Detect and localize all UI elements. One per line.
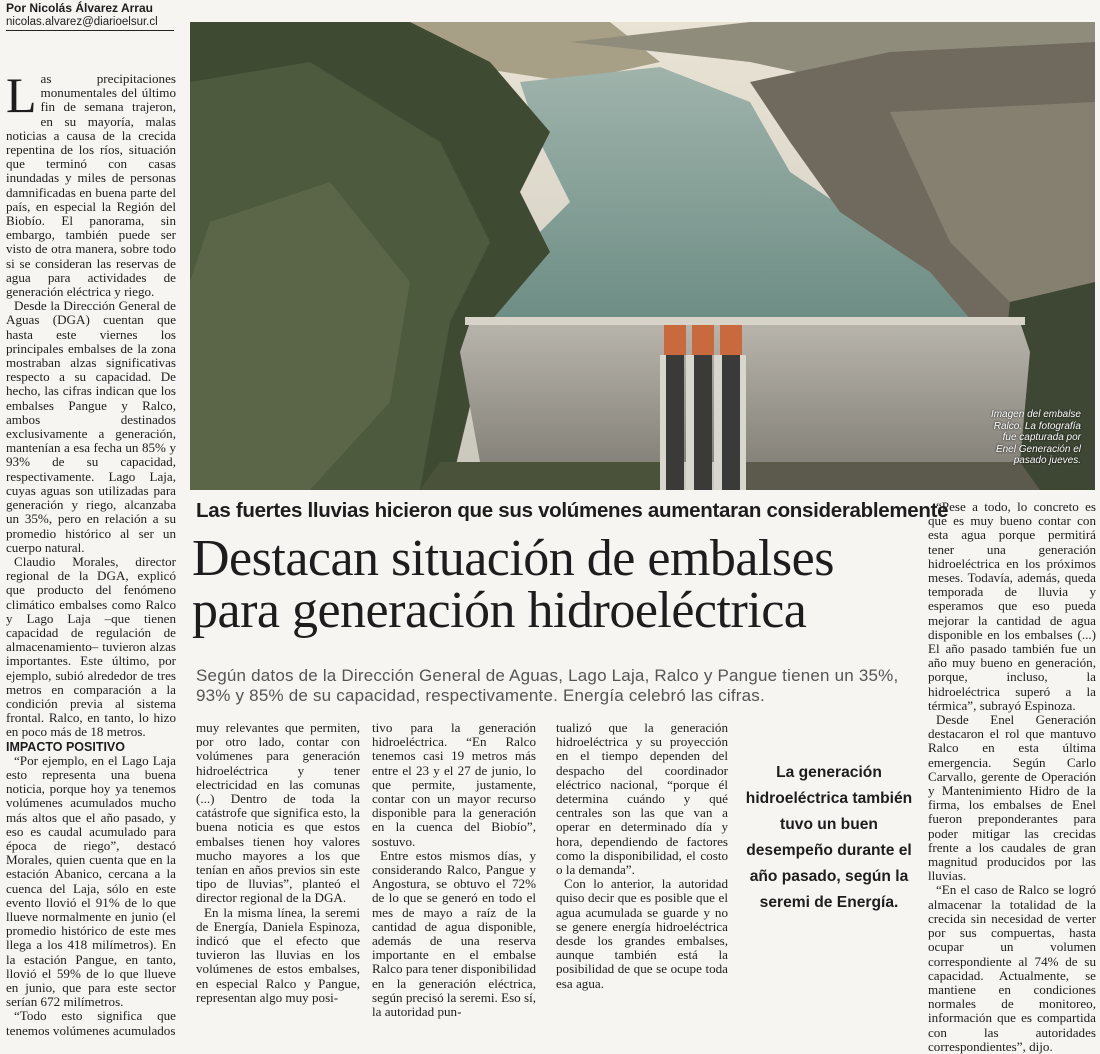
article-paragraph: Con lo anterior, la autoridad quiso decir que es posible que el agua acumulada se guarde y no se genere energía hidroeléctrica desde los grandes embalses, aunque también está la posibilidad de que se ocupe toda esa agua. (556, 876, 728, 991)
section-subhead: IMPACTO POSITIVO (6, 739, 125, 754)
article-lead-paragraph: Las precipitaciones monumentales del último fin de semana trajeron, en su mayoría, malas noticias a causa de la crecida repentina de los ríos, situación que terminó con casas inundadas y miles de personas damnificadas en buena parte del país, en especial la Región del Biobío. El panorama, sin embargo, también puede ser visto de otra manera, sobre todo si se consideran las reservas de agua para actividades de generación eléctrica y riego. (6, 67, 176, 300)
article-paragraph: Entre estos mismos días, y considerando Ralco, Pangue y Angostura, se obtuvo el 72% de lo que se generó en todo el mes de mayo a raíz de la cantidad de agua disponible, además de una reserva importante en el embalse Ralco para tener disponibilidad en la generación eléctrica, según precisó la seremi. Eso sí, la autoridad pun- (372, 847, 536, 1020)
author-email[interactable]: nicolas.alvarez@diarioelsur.cl (6, 15, 174, 31)
article-paragraph: Claudio Morales, director regional de la DGA, explicó que producto del fenómeno climático embalses como Ralco y Lago Laja –que tienen capacidad de regulación de almacenamiento– tuvieron alzas importantes. Este último, por ejemplo, subió alrededor de tres metros en comparación a la condición previa al sistema frontal. Ralco, en tanto, lo hizo en poco más de 18 metros. (6, 553, 176, 740)
article-paragraph: tivo para la generación hidroeléctrica. “En Ralco tenemos casi 19 metros más entre el 23 y el 27 de junio, lo que permite, justamente, contar con un mayor recurso disponible para la generación en la cuenca del Biobío”, sostuvo. (372, 720, 536, 849)
article-paragraph: tualizó que la generación hidroeléctrica y su proyección en el tiempo dependen del despacho del coordinador eléctrico nacional, “porque él determina cuándo y qué centrales son las que van a operar en determinado día y hora, dependiendo de factores como la disponibilidad, el costo o la demanda”. (556, 720, 728, 878)
headline: Destacan situación de embalses para generación hidroeléctrica (192, 530, 834, 639)
article-column-5 (928, 499, 1096, 1054)
article-paragraph: Desde Enel Generación destacaron el rol que mantuvo Ralco en esta última emergencia. Según Carlo Carvallo, gerente de Operación y Mantenimiento Hidro de la firma, los embalses de Enel fueron preponderantes para poder mitigar las crecidas frente a los caudales de gran magnitud producidos por las lluvias. (928, 712, 1096, 884)
kicker: Las fuertes lluvias hicieron que sus volúmenes aumentaran considerablemente (196, 499, 949, 522)
article-paragraph: Desde la Dirección General de Aguas (DGA) cuentan que hasta este viernes los principales embalses de la zona mostraban alzas significativas respecto a su capacidad. De hecho, las cifras indican que los embalses Pangue y Ralco, ambos destinados exclusivamente a generación, mantenían a esa fecha un 85% y 93% de su capacidad, respectivamente. Lago Laja, cuyas aguas son utilizadas para generación y riego, alcanzaba un 35%, pero en relación a su promedio histórico al ser un cuerpo natural. (6, 298, 176, 555)
article-paragraph: “Todo esto significa que tenemos volúmenes acumulados (6, 1008, 176, 1038)
article-paragraph: muy relevantes que permiten, por otro lado, contar con volúmenes para generación hidroeléctrica y tener electricidad en las comunas (...) Dentro de toda la catástrofe que significa esto, la buena noticia es que estos embalses tienen hoy valores mucho mayores a los que tenían en años previos sin este tipo de lluvias”, planteó el director regional de la DGA. (196, 720, 360, 906)
author-name: Por Nicolás Álvarez Arrau (6, 1, 153, 15)
pull-quote: La generación hidroeléctrica también tuvo un buen desempeño durante el año pasado, según la seremi de Energía. (745, 764, 913, 911)
article-paragraph: En la misma línea, la seremi de Energía, Daniela Espinoza, indicó que el efecto que tuvieron las lluvias en los volúmenes de estos embalses, en especial Ralco y Pangue, representan algo muy posi- (196, 904, 360, 1005)
article-paragraph: “En el caso de Ralco se logró almacenar la totalidad de la crecida sin necesidad de verter por sus compuertas, hasta ocupar un volumen correspondiente al 74% de su capacidad. Actualmente, se mantiene en condiciones normales de monitoreo, información que es compartida con las autoridades correspondientes”, dijo. (928, 882, 1096, 1054)
dropcap: L (6, 67, 37, 123)
byline (6, 1, 174, 31)
article-paragraph: “Por ejemplo, en el Lago Laja esto representa una buena noticia, porque hoy ya tenemos volúmenes acumulados mucho más altos que el año pasado, y eso es caudal acumulado para época de riego”, destacó Morales, quien cuenta que en la estación Abanico, cercana a la cuenca del Laja, sólo en este evento llovió el 91% de lo que llueve normalmente en junio (el promedio histórico de este mes llega a los 418 milímetros). En la estación Pangue, en tanto, llovió el 59% de lo que llueve en junio, que para este sector serían 672 milímetros. (6, 752, 176, 1010)
article-column-2 (196, 720, 360, 1005)
article-column-1 (6, 67, 176, 1038)
deck: Según datos de la Dirección General de Aguas, Lago Laja, Ralco y Pangue tienen un 35%, 93% y 85% de su capacidad, respectivamente. Energía celebró las cifras. (196, 666, 899, 705)
dam-landscape-image (190, 22, 1095, 490)
article-column-3 (372, 720, 536, 1020)
article-paragraph: “Pese a todo, lo concreto es que es muy bueno contar con esta agua porque permitirá tener una generación hidroeléctrica en los próximos meses. Todavía, además, queda temporada de lluvia y esperamos que eso pueda mejorar la cantidad de agua disponible en los embalses (...) El año pasado también fue un año muy bueno en generación, porque, incluso, la hidroeléctrica superó a la térmica”, subrayó Espinoza. (928, 499, 1096, 713)
reservoir-photo (190, 22, 1095, 490)
photo-caption: Imagen del embalse Ralco. La fotografía fue capturada por Enel Generación el pasado jueves. (990, 409, 1081, 466)
article-column-4 (556, 720, 728, 991)
